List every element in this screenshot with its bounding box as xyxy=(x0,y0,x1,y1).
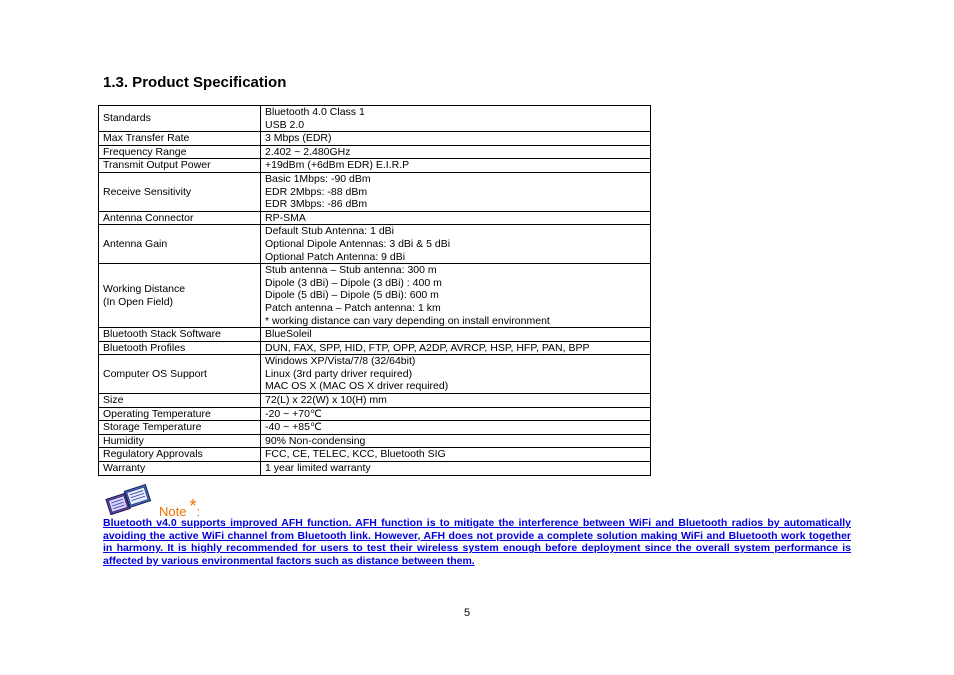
spec-label-cell xyxy=(99,434,261,448)
spec-row xyxy=(99,145,651,159)
spec-label: Antenna Connector xyxy=(103,211,194,224)
spec-row xyxy=(99,159,651,173)
spec-value-cell xyxy=(261,448,651,462)
spec-label-cell xyxy=(99,225,261,264)
spec-label: Frequency Range xyxy=(103,145,187,158)
spec-label-cell xyxy=(99,172,261,211)
spec-value: Default Stub Antenna: 1 dBi xyxy=(265,225,395,238)
spec-label: Receive Sensitivity xyxy=(103,185,192,198)
spec-label-cell xyxy=(99,462,261,476)
page-number: 5 xyxy=(463,607,471,619)
spec-label: Standards xyxy=(103,112,151,125)
spec-label-cell xyxy=(99,328,261,342)
spec-label-cell xyxy=(99,145,261,159)
spec-label-cell xyxy=(99,448,261,462)
spec-value: RP-SMA xyxy=(265,211,306,224)
spec-label: Bluetooth Profiles xyxy=(103,341,186,354)
spec-value: DUN, FAX, SPP, HID, FTP, OPP, A2DP, AVRCP, HSP, HFP, PAN, BPP xyxy=(265,341,590,354)
spec-row xyxy=(99,394,651,408)
spec-value: MAC OS X (MAC OS X driver required) xyxy=(265,380,449,393)
spec-label: (In Open Field) xyxy=(103,295,174,308)
note-colon: : xyxy=(196,504,201,519)
spec-value-cell xyxy=(261,434,651,448)
spec-label-cell xyxy=(99,421,261,435)
spec-value: Stub antenna – Stub antenna: 300 m xyxy=(265,264,437,277)
spec-value: EDR 2Mbps: -88 dBm xyxy=(265,185,368,198)
spec-value: Basic 1Mbps: -90 dBm xyxy=(265,172,371,185)
spec-value: Bluetooth 4.0 Class 1 xyxy=(265,106,365,118)
spec-value-cell xyxy=(261,407,651,421)
spec-row xyxy=(99,172,651,211)
spec-label-cell xyxy=(99,407,261,421)
spec-row xyxy=(99,264,651,328)
spec-value-cell xyxy=(261,328,651,342)
spec-value: USB 2.0 xyxy=(265,118,305,131)
spec-value: Dipole (5 dBi) – Dipole (5 dBi): 600 m xyxy=(265,289,439,302)
spec-value-cell xyxy=(261,264,651,328)
spec-label: Regulatory Approvals xyxy=(103,448,203,461)
spec-row xyxy=(99,106,651,132)
spec-value-cell xyxy=(261,421,651,435)
spec-table-body xyxy=(99,106,651,476)
note-asterisk: * xyxy=(189,496,197,516)
spec-value: 1 year limited warranty xyxy=(265,462,371,475)
spec-value: Optional Patch Antenna: 9 dBi xyxy=(265,250,406,263)
spec-label: Bluetooth Stack Software xyxy=(103,328,221,341)
spec-value: -40 ~ +85℃ xyxy=(265,421,322,434)
spec-value: Patch antenna – Patch antenna: 1 km xyxy=(265,301,441,314)
spec-row xyxy=(99,355,651,394)
spec-table xyxy=(98,105,651,476)
spec-label: Transmit Output Power xyxy=(103,159,211,172)
spec-value-cell xyxy=(261,394,651,408)
spec-label-cell xyxy=(99,211,261,225)
spec-label-cell xyxy=(99,341,261,355)
spec-label-cell xyxy=(99,264,261,328)
spec-value-cell xyxy=(261,172,651,211)
spec-row xyxy=(99,341,651,355)
spec-row xyxy=(99,328,651,342)
spec-value: Dipole (3 dBi) – Dipole (3 dBi) : 400 m xyxy=(265,276,442,289)
note-label-text: Note xyxy=(159,504,187,519)
spec-value-cell xyxy=(261,106,651,132)
spec-value: Windows XP/Vista/7/8 (32/64bit) xyxy=(265,355,416,368)
spec-value: BlueSoleil xyxy=(265,328,312,341)
note-text: Bluetooth v4.0 supports improved AFH function. AFH function is to mitigate the interference between WiFi and Bluetooth radios by automatically avoiding the active WiFi channel from Bluetooth link. However, AFH does not provide a complete solution making WiFi and Bluetooth work together in harmony. It is highly recommended for users to test their wireless system enough before deployment since the overall system performance is affected by various environmental factors such as distance between them. xyxy=(103,517,851,567)
spec-row xyxy=(99,407,651,421)
spec-value: 2.402 ~ 2.480GHz xyxy=(265,145,351,158)
spec-value: 72(L) x 22(W) x 10(H) mm xyxy=(265,394,387,407)
spec-label: Computer OS Support xyxy=(103,367,207,380)
spec-value-cell xyxy=(261,225,651,264)
spec-row xyxy=(99,211,651,225)
spec-label-cell xyxy=(99,159,261,173)
spec-value: -20 ~ +70℃ xyxy=(265,407,322,420)
spec-row xyxy=(99,225,651,264)
spec-value: * working distance can vary depending on install environment xyxy=(265,314,550,327)
spec-value-cell xyxy=(261,132,651,146)
spec-label-cell xyxy=(99,106,261,132)
spec-row xyxy=(99,132,651,146)
spec-value-cell xyxy=(261,355,651,394)
spec-value: Optional Dipole Antennas: 3 dBi & 5 dBi xyxy=(265,237,451,250)
spec-value: EDR 3Mbps: -86 dBm xyxy=(265,198,368,211)
spec-value: Linux (3rd party driver required) xyxy=(265,367,413,380)
spec-label: Antenna Gain xyxy=(103,237,168,250)
spec-value-cell xyxy=(261,462,651,476)
spec-label: Humidity xyxy=(103,434,144,447)
spec-row xyxy=(99,421,651,435)
spec-label-cell xyxy=(99,355,261,394)
spec-label: Size xyxy=(103,394,124,407)
spec-label: Max Transfer Rate xyxy=(103,132,190,145)
notebook-icon xyxy=(103,483,157,515)
spec-value: 3 Mbps (EDR) xyxy=(265,132,332,145)
spec-value: +19dBm (+6dBm EDR) E.I.R.P xyxy=(265,159,410,172)
spec-value-cell xyxy=(261,341,651,355)
spec-value: FCC, CE, TELEC, KCC, Bluetooth SIG xyxy=(265,448,446,461)
spec-label: Storage Temperature xyxy=(103,421,202,434)
spec-value-cell xyxy=(261,211,651,225)
spec-label: Warranty xyxy=(103,462,146,475)
spec-value: 90% Non-condensing xyxy=(265,434,366,447)
spec-label: Working Distance xyxy=(103,283,186,296)
spec-label-cell xyxy=(99,394,261,408)
spec-value-cell xyxy=(261,145,651,159)
section-heading: 1.3. Product Specification xyxy=(103,74,287,91)
spec-value-cell xyxy=(261,159,651,173)
spec-row xyxy=(99,462,651,476)
spec-row xyxy=(99,448,651,462)
spec-label-cell xyxy=(99,132,261,146)
spec-row xyxy=(99,434,651,448)
spec-label: Operating Temperature xyxy=(103,407,211,420)
